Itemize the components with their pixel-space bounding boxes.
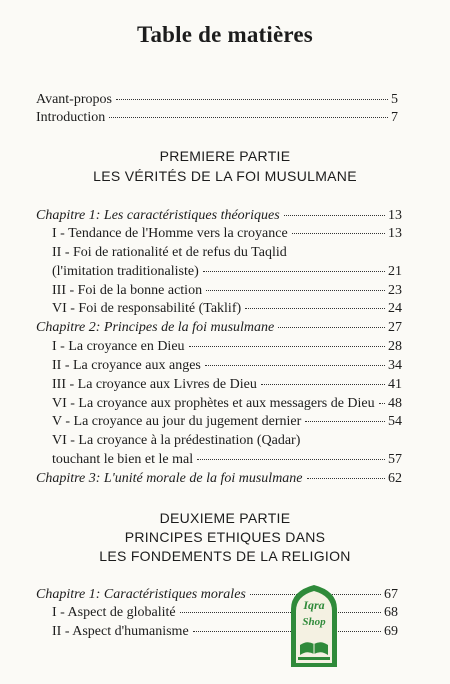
- dot-leader: [261, 384, 385, 385]
- dot-leader: [189, 346, 385, 347]
- dot-leader: [180, 612, 381, 613]
- dot-leader: [245, 308, 385, 309]
- toc-entry-avant-propos[interactable]: [36, 91, 398, 109]
- toc-entry-label: V - La croyance au jour du jugement dernier: [52, 414, 302, 429]
- toc-page-number: 68: [384, 605, 398, 620]
- toc-page-number: 41: [388, 377, 402, 392]
- toc-entry-label: I - Tendance de l'Homme vers la croyance: [52, 226, 288, 241]
- toc-entry-label: I - Aspect de globalité: [52, 605, 176, 620]
- dot-leader: [292, 233, 385, 234]
- part-heading-line: PREMIERE PARTIE: [159, 148, 291, 164]
- toc-entry-label: VI - Foi de responsabilité (Taklif): [52, 301, 242, 316]
- toc-entry[interactable]: [52, 604, 398, 622]
- toc-page-number: 62: [388, 471, 402, 486]
- toc-entry-label: VI - La croyance à la prédestination (Qadar): [52, 433, 301, 448]
- toc-entry-label: II - Foi de rationalité et de refus du Taqlid: [52, 245, 287, 260]
- toc-page-number: 27: [388, 320, 402, 335]
- toc-page-number: 67: [384, 587, 398, 602]
- toc-entry[interactable]: [52, 413, 402, 431]
- toc-chapter-label: Chapitre 2: Principes de la foi musulmane: [36, 320, 275, 335]
- toc-entry-label: Avant-propos: [36, 92, 112, 107]
- toc-entry[interactable]: [52, 395, 402, 413]
- part-heading-line: DEUXIEME PARTIE: [159, 510, 291, 526]
- toc-entry[interactable]: [52, 263, 402, 281]
- dot-leader: [116, 99, 388, 100]
- toc-entry[interactable]: [52, 357, 402, 375]
- toc-chapter-1[interactable]: [36, 207, 402, 225]
- toc-page-number: 13: [388, 208, 402, 223]
- toc-entry-label: Introduction: [36, 110, 106, 125]
- part-heading-line: LES VÉRITÉS DE LA FOI MUSULMANE: [93, 168, 357, 184]
- toc-entry[interactable]: [52, 376, 402, 394]
- toc-page-number: 57: [388, 452, 402, 467]
- toc-page-number: 5: [391, 92, 398, 107]
- toc-part2-chapter-1[interactable]: [36, 586, 398, 604]
- dot-leader: [379, 403, 385, 404]
- toc-entry-label: III - La croyance aux Livres de Dieu: [52, 377, 257, 392]
- dot-leader: [205, 365, 385, 366]
- toc-chapter-2[interactable]: [36, 319, 402, 337]
- toc-entry-label: II - Aspect d'humanisme: [52, 624, 189, 639]
- toc-entry[interactable]: [52, 451, 402, 469]
- toc-page-number: 48: [388, 396, 402, 411]
- toc-page-number: 28: [388, 339, 402, 354]
- toc-entry-label: I - La croyance en Dieu: [52, 339, 185, 354]
- toc-chapter-label: Chapitre 1: Caractéristiques morales: [36, 587, 246, 602]
- dot-leader: [284, 215, 385, 216]
- dot-leader: [203, 271, 385, 272]
- toc-entry[interactable]: [52, 300, 402, 318]
- toc-page-number: 13: [388, 226, 402, 241]
- toc-page-number: 21: [388, 264, 402, 279]
- toc-entry-label: (l'imitation traditionaliste): [52, 264, 199, 279]
- logo-text-iqra: Iqra: [303, 598, 325, 612]
- logo-text-shop: Shop: [302, 616, 326, 628]
- toc-entry-label: VI - La croyance aux prophètes et aux messagers de Dieu: [52, 396, 375, 411]
- toc-page-number: 24: [388, 301, 402, 316]
- dot-leader: [193, 631, 381, 632]
- toc-page-number: 54: [388, 414, 402, 429]
- part-heading-line: LES FONDEMENTS DE LA RELIGION: [99, 548, 351, 564]
- toc-entry[interactable]: [52, 225, 402, 243]
- dot-leader: [109, 117, 388, 118]
- toc-chapter-label: Chapitre 3: L'unité morale de la foi musulmane: [36, 471, 303, 486]
- dot-leader: [206, 290, 385, 291]
- dot-leader: [197, 459, 385, 460]
- toc-page-number: 34: [388, 358, 402, 373]
- toc-chapter-3[interactable]: [36, 470, 402, 488]
- toc-page-number: 23: [388, 283, 402, 298]
- page-title: Table de matières: [137, 22, 313, 47]
- toc-entry[interactable]: [52, 282, 402, 300]
- toc-entry[interactable]: [52, 338, 402, 356]
- dot-leader: [307, 478, 385, 479]
- toc-entry[interactable]: [52, 623, 398, 641]
- iqra-shop-logo: [288, 583, 340, 669]
- part-heading-line: PRINCIPES ETHIQUES DANS: [124, 529, 326, 545]
- dot-leader: [305, 421, 385, 422]
- toc-entry-label: III - Foi de la bonne action: [52, 283, 203, 298]
- toc-chapter-label: Chapitre 1: Les caractéristiques théoriques: [36, 208, 280, 223]
- toc-page-number: 7: [391, 110, 398, 125]
- dot-leader: [278, 327, 385, 328]
- toc-entry-introduction[interactable]: [36, 109, 398, 127]
- toc-page-number: 69: [384, 624, 398, 639]
- toc-entry-label: touchant le bien et le mal: [52, 452, 194, 467]
- toc-entry-label: II - La croyance aux anges: [52, 358, 201, 373]
